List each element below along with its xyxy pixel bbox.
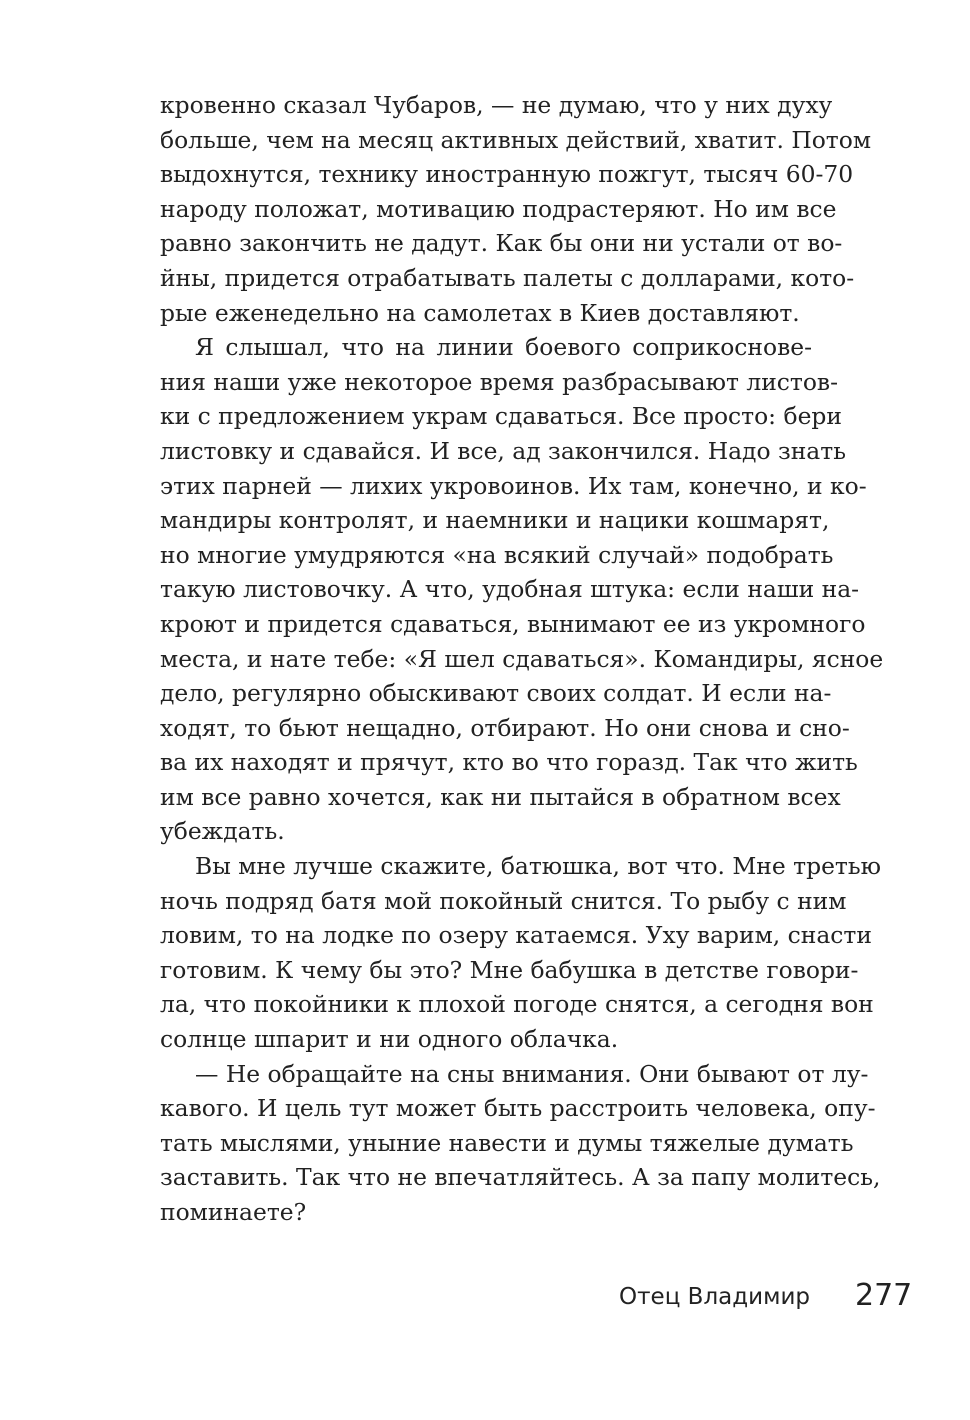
- text-line: места, и нате тебе: «Я шел сдаваться». Командиры, ясное: [160, 644, 884, 673]
- text-line: этих парней — лихих укровоинов. Их там, конечно, и ко-: [160, 471, 867, 500]
- paragraph-1: [160, 88, 872, 330]
- text-line: ходят, то бьют нещадно, отбирают. Но они снова и сно-: [160, 713, 850, 742]
- text-line: заставить. Так что не впечатляйтесь. А за папу молитесь,: [160, 1163, 881, 1192]
- text-line: ловим, то на лодке по озеру катаемся. Уху варим, снасти: [160, 921, 872, 950]
- text-line: солнце шпарит и ни одного облачка.: [160, 1025, 619, 1054]
- body-text: [160, 88, 884, 1230]
- text-line: — Не обращайте на сны внимания. Они бывают от лу-: [195, 1059, 869, 1088]
- text-line: ва их находят и прячут, кто во что горазд. Так что жить: [160, 748, 858, 777]
- text-line: рые еженедельно на самолетах в Киев доставляют.: [160, 298, 800, 327]
- paragraph-3: [160, 849, 881, 1057]
- text-line: Я слышал, что на линии боевого соприкосновe-: [195, 333, 812, 362]
- text-line: такую листовочку. А что, удобная штука: если наши на-: [160, 575, 860, 604]
- text-line: ки с предложением украм сдаваться. Все просто: бери: [160, 402, 842, 431]
- text-line: ния наши уже некоторое время разбрасывают листов-: [160, 367, 838, 396]
- text-line: больше, чем на месяц активных действий, хватит. Потом: [160, 125, 872, 154]
- paragraph-2: [160, 330, 884, 849]
- paragraph-4: [160, 1057, 881, 1230]
- page-number: 277: [855, 1278, 913, 1313]
- text-line: им все равно хочется, как ни пытайся в обратном всех: [160, 782, 841, 811]
- text-line: листовку и сдавайся. И все, ад закончился. Надо знать: [160, 436, 846, 465]
- text-line: убеждать.: [160, 817, 285, 846]
- text-line: но многие умудряются «на всякий случай» подобрать: [160, 540, 834, 569]
- text-line: народу положат, мотивацию подрастеряют. Но им все: [160, 194, 837, 223]
- text-line: мандиры контролят, и наемники и нацики кошмарят,: [160, 506, 830, 535]
- text-line: йны, придется отрабатывать палеты с долларами, кото-: [160, 263, 855, 292]
- text-line: ла, что покойники к плохой погоде снятся, а сегодня вон: [160, 990, 874, 1019]
- running-footer-title: Отец Владимир: [619, 1284, 810, 1310]
- text-line: кавого. И цель тут может быть расстроить человека, опу-: [160, 1094, 876, 1123]
- text-line: готовим. К чему бы это? Мне бабушка в детстве говори-: [160, 955, 859, 984]
- text-line: равно закончить не дадут. Как бы они ни устали от во-: [160, 229, 843, 258]
- text-line: тать мыслями, уныние навести и думы тяжелые думать: [160, 1128, 854, 1157]
- text-line: ночь подряд батя мой покойный снится. То рыбу с ним: [160, 886, 847, 915]
- text-line: поминаете?: [160, 1198, 307, 1226]
- text-line: кровенно сказал Чубаров, — не думаю, что у них духу: [160, 91, 833, 119]
- text-line: кроют и придется сдаваться, вынимают ее из укромного: [160, 609, 866, 638]
- text-line: выдохнутся, технику иностранную пожгут, тысяч 60-70: [160, 160, 854, 189]
- text-line: дело, регулярно обыскивают своих солдат. И если на-: [160, 679, 832, 708]
- text-line: Вы мне лучше скажите, батюшка, вот что. Мне третью: [195, 852, 881, 881]
